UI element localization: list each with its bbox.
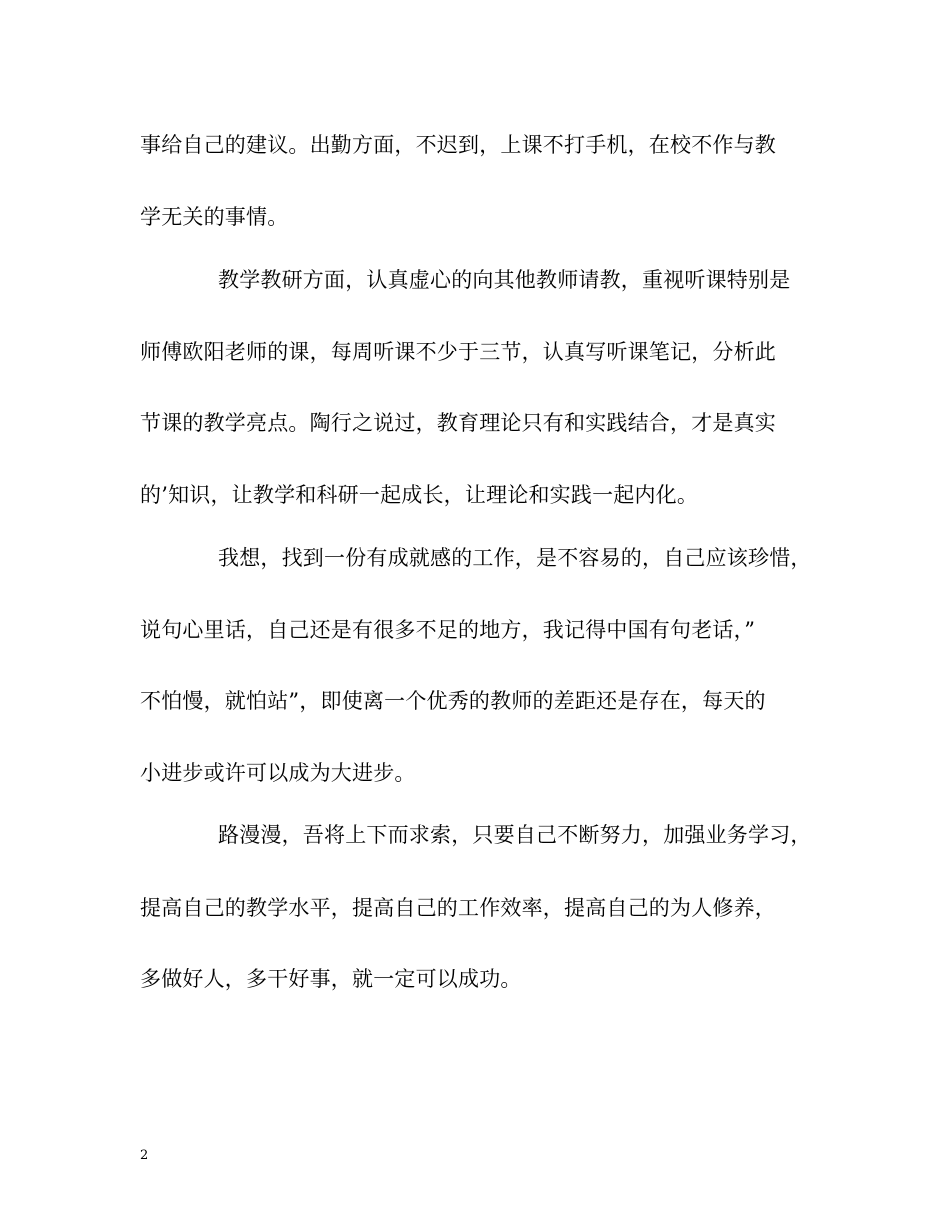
paragraph-line: 事给自己的建议。出勤方面，不迟到，上课不打手机，在校不作与教 bbox=[140, 133, 776, 157]
paragraph-line: 教学教研方面，认真虚心的向其他教师请教，重视听课特别是 bbox=[218, 268, 791, 292]
paragraph-line: 提高自己的教学水平，提高自己的工作效率，提高自己的为人修养， bbox=[140, 896, 776, 920]
paragraph-line: 说句心里话，自己还是有很多不足的地方，我记得中国有句老话，” bbox=[140, 618, 756, 642]
paragraph-line: 不怕慢，就怕站”，即使离一个优秀的教师的差距还是存在，每天的 bbox=[140, 689, 766, 713]
paragraph-line: 节课的教学亮点。陶行之说过，教育理论只有和实践结合，才是真实 bbox=[140, 411, 776, 435]
paragraph-line: 多做好人，多干好事，就一定可以成功。 bbox=[140, 967, 522, 991]
paragraph-line: 小进步或许可以成为大进步。 bbox=[140, 761, 416, 785]
paragraph-line: 我想，找到一份有成就感的工作，是不容易的，自己应该珍惜， bbox=[218, 546, 812, 570]
page-number: 2 bbox=[140, 1148, 149, 1163]
paragraph-line: 的’知识，让教学和科研一起成长，让理论和实践一起内化。 bbox=[140, 483, 699, 507]
paragraph-line: 路漫漫，吾将上下而求索，只要自己不断努力，加强业务学习， bbox=[218, 823, 812, 847]
paragraph-line: 师傅欧阳老师的课，每周听课不少于三节，认真写听课笔记，分析此 bbox=[140, 340, 776, 364]
paragraph-line: 学无关的事情。 bbox=[140, 205, 289, 229]
